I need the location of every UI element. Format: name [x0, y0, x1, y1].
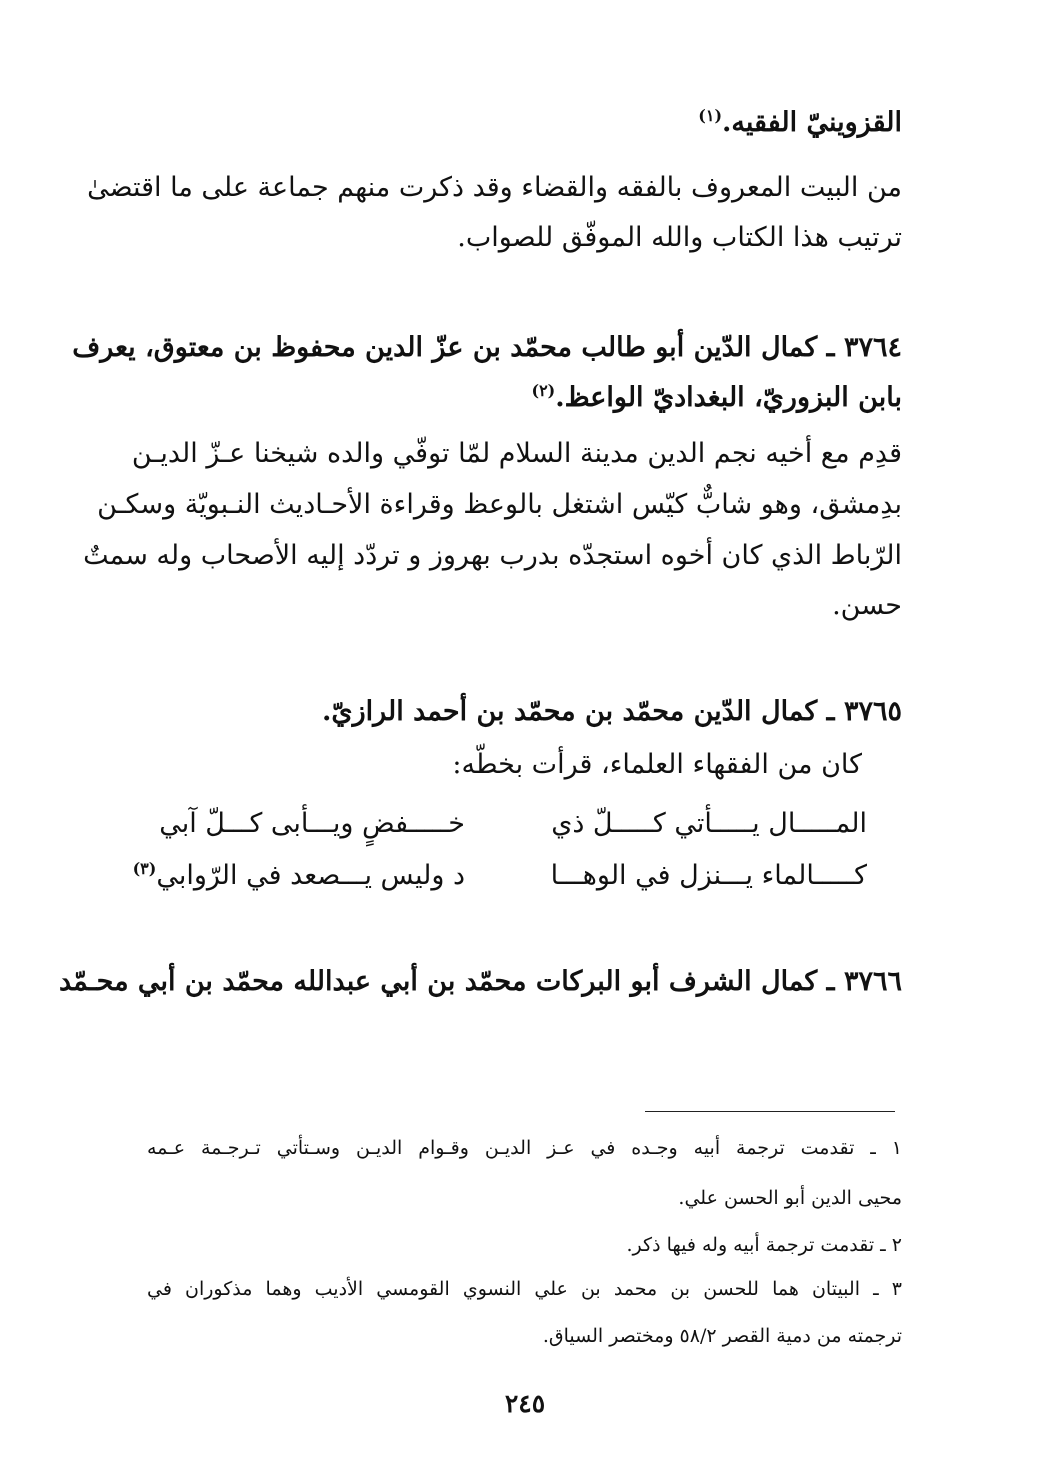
verse-2-second-hemistich — [132, 856, 465, 896]
entry-3764-heading-text: بابن البزوريّ، البغداديّ الواعظ. — [555, 382, 902, 413]
footnote-2-line-1: ٢ ـ تقدمت ترجمة أبيه وله فيها ذكر. — [626, 1234, 902, 1256]
entry-3766-heading: ٣٧٦٦ ـ كمال الشرف أبو البركات محمّد بن أبي عبدالله محمّد بن أبي محـمّد — [58, 966, 902, 997]
verse-1-second-hemistich: خـــــفضٍ ويـــأبى كـــلّ آبي — [159, 808, 465, 839]
entry-3764-heading-line-2 — [147, 378, 902, 418]
footnote-separator — [645, 1111, 895, 1112]
footnote-3-line-1: ٣ ـ البيتان هما للحسن بن محمد بن علي النسوي القومسي الأديب وهما مذكوران في — [147, 1278, 902, 1300]
footnote-1-line-2: محيى الدين أبو الحسن علي. — [678, 1187, 902, 1209]
footnote-marker-2: (٢) — [531, 381, 556, 400]
intro-line-2: ترتيب هذا الكتاب والله الموفّق للصواب. — [457, 222, 902, 253]
entry-3764-body-line-3: الرّباط الذي كان أخوه استجدّه بدرب بهروز و تردّد إليه الأصحاب وله سمتٌ — [83, 540, 902, 571]
footnote-1-line-1: ١ ـ تقدمت ترجمة أبيه وجـده في عـز الديـن وقـوام الديـن وسـتأتي تـرجـمة عـمه — [147, 1137, 902, 1159]
intro-line-1: من البيت المعروف بالفقه والقضاء وقد ذكرت منهم جماعة على ما اقتضىٰ — [87, 172, 902, 203]
entry-3764-body-line-2: بدِمشق، وهو شابٌّ كيّس اشتغل بالوعظ وقراءة الأحـاديث النـبويّة وسكـن — [97, 489, 902, 520]
page-number: ٢٤٥ — [504, 1389, 546, 1418]
entry-3764-heading-line-1: ٣٧٦٤ ـ كمال الدّين أبو طالب محمّد بن عزّ الدين محفوظ بن معتوق، يعرف — [72, 332, 902, 363]
footnote-marker-3: (٣) — [132, 859, 157, 878]
header-continuation-text: القزوينيّ الفقيه. — [722, 107, 902, 138]
verse-1-first-hemistich: المـــــال يـــــأتي كـــــلّ ذي — [551, 808, 867, 839]
entry-3765-intro: كان من الفقهاء العلماء، قرأت بخطّه: — [452, 749, 862, 780]
verse-2-second-hemistich-text: د وليس يـــصعد في الرّوابي — [156, 860, 465, 891]
entry-3765-heading: ٣٧٦٥ ـ كمال الدّين محمّد بن محمّد بن أحمد الرازيّ. — [322, 696, 902, 727]
footnote-marker-1: (١) — [698, 106, 723, 125]
header-continuation — [147, 103, 902, 143]
entry-3764-body-line-4: حسن. — [832, 590, 902, 621]
verse-2-first-hemistich: كـــــالماء يـــنزل في الوهـــا — [550, 860, 867, 891]
entry-3764-body-line-1: قدِم مع أخيه نجم الدين مدينة السلام لمّا توفّي والده شيخنا عـزّ الديـن — [131, 438, 902, 469]
footnote-3-line-2: ترجمته من دمية القصر ٥٨/٢ ومختصر السياق. — [542, 1325, 902, 1347]
